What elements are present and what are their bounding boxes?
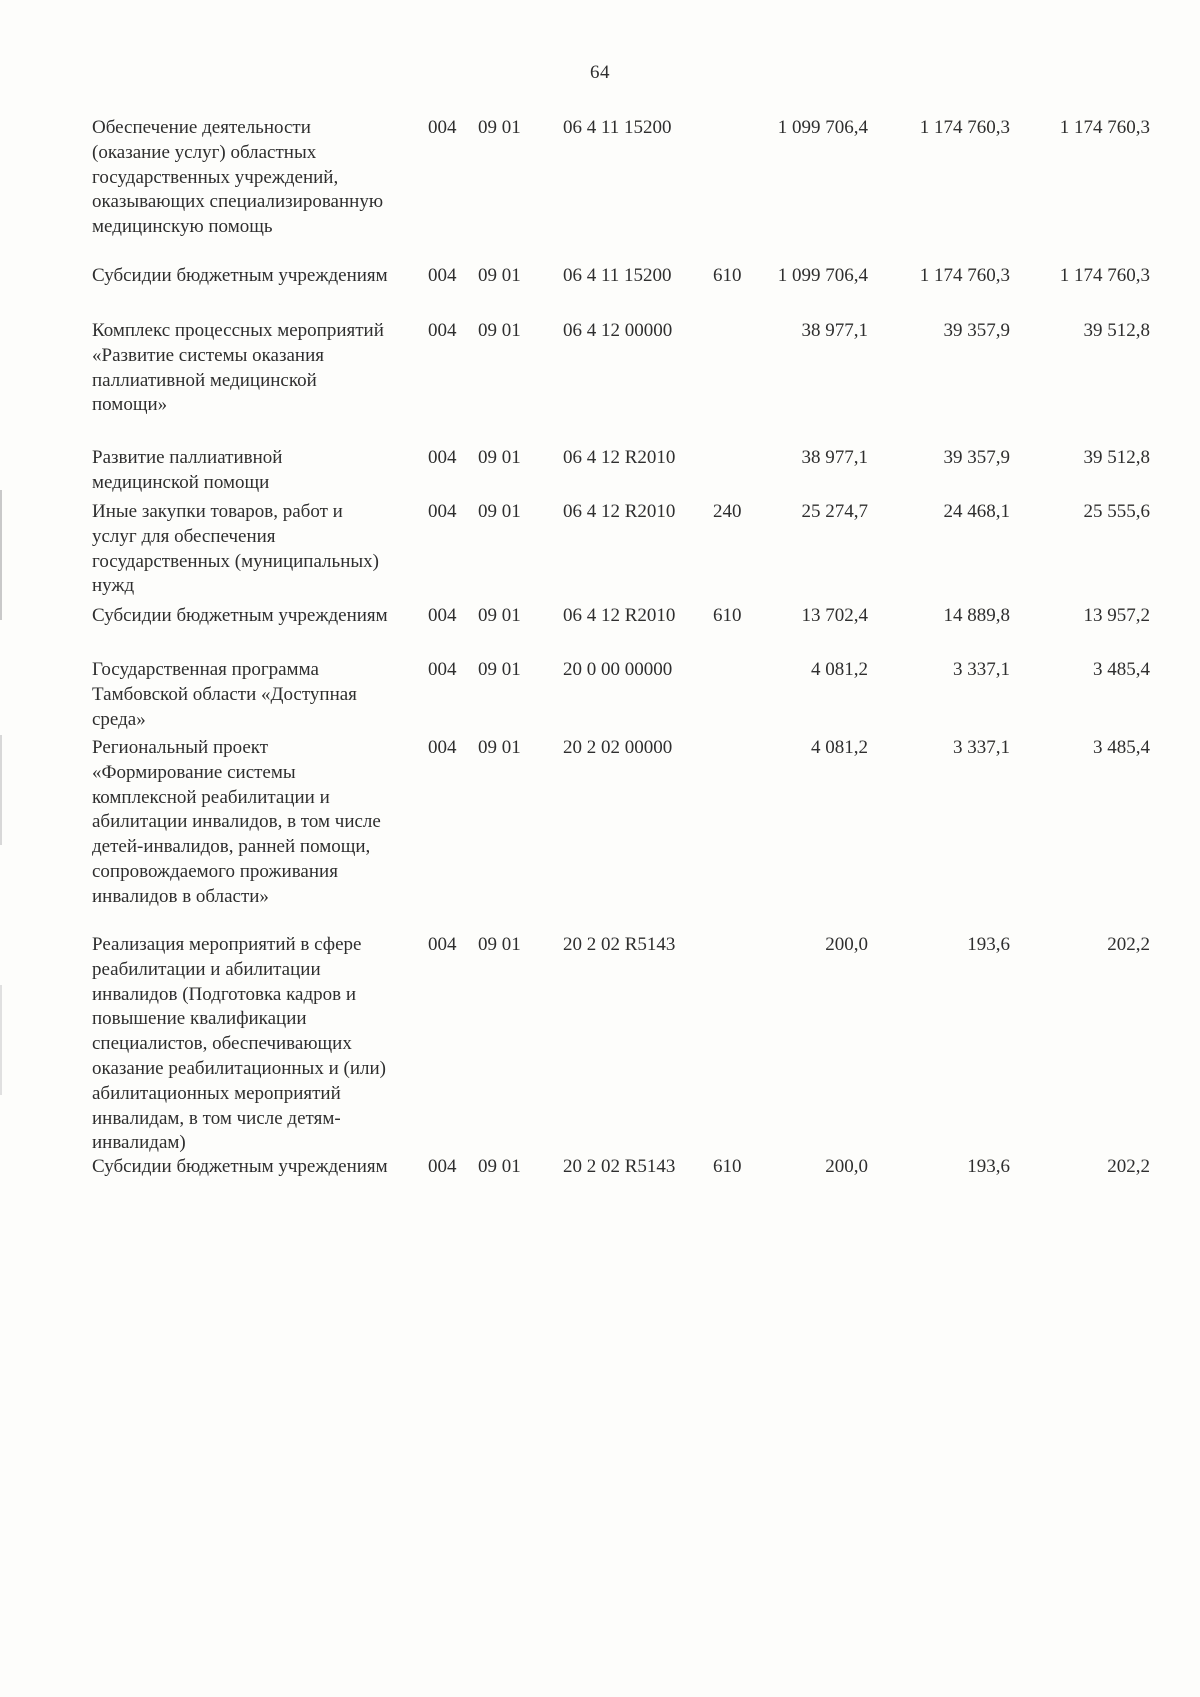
row-sum-year-3: 1 174 760,3 [1059,117,1150,138]
row-sum-year-1: 25 274,7 [801,501,868,522]
row-section-code: 09 01 [478,659,521,680]
row-target-code: 06 4 12 R2010 [563,447,676,468]
row-section-code: 09 01 [478,1156,521,1177]
row-section-code: 09 01 [478,501,521,522]
row-sum-year-1: 200,0 [825,934,868,955]
row-sum-year-1: 38 977,1 [801,447,868,468]
row-sum-year-3: 1 174 760,3 [1059,265,1150,286]
row-sum-year-2: 3 337,1 [953,659,1010,680]
row-ministry-code: 004 [428,501,457,522]
row-sum-year-2: 39 357,9 [943,447,1010,468]
row-target-code: 06 4 12 R2010 [563,501,676,522]
row-expense-type: 610 [713,265,742,286]
row-expense-type: 610 [713,605,742,626]
row-ministry-code: 004 [428,117,457,138]
row-section-code: 09 01 [478,737,521,758]
scan-edge-mark [0,985,2,1095]
row-sum-year-2: 14 889,8 [943,605,1010,626]
row-section-code: 09 01 [478,117,521,138]
row-name: Субсидии бюджетным учреждениям [92,265,388,286]
row-sum-year-2: 1 174 760,3 [919,265,1010,286]
row-ministry-code: 004 [428,934,457,955]
row-sum-year-3: 25 555,6 [1083,501,1150,522]
row-expense-type: 240 [713,501,742,522]
row-ministry-code: 004 [428,605,457,626]
row-sum-year-1: 13 702,4 [801,605,868,626]
row-target-code: 20 0 00 00000 [563,659,673,680]
row-ministry-code: 004 [428,265,457,286]
row-sum-year-1: 38 977,1 [801,320,868,341]
row-name: Развитие паллиативной медицинской помощи [92,447,283,493]
row-sum-year-2: 193,6 [967,1156,1010,1177]
row-sum-year-1: 1 099 706,4 [777,265,868,286]
row-sum-year-3: 39 512,8 [1083,320,1150,341]
row-target-code: 20 2 02 00000 [563,737,673,758]
row-section-code: 09 01 [478,320,521,341]
row-name: Комплекс процессных мероприятий «Развитие системы оказания паллиативной медицинской помощи» [92,320,384,416]
row-sum-year-1: 1 099 706,4 [777,117,868,138]
row-target-code: 06 4 12 R2010 [563,605,676,626]
row-ministry-code: 004 [428,737,457,758]
scan-edge-mark [0,735,2,845]
row-sum-year-1: 4 081,2 [811,737,868,758]
row-name: Субсидии бюджетным учреждениям [92,1156,388,1177]
row-name: Региональный проект «Формирование системы комплексной реабилитации и абилитации инвалидов, в том числе детей-инвалидов, ранней помощи, сопровождаемого проживания инвалидов в области» [92,737,381,907]
row-name: Субсидии бюджетным учреждениям [92,605,388,626]
page-number: 64 [590,62,610,83]
row-sum-year-2: 3 337,1 [953,737,1010,758]
row-ministry-code: 004 [428,659,457,680]
row-section-code: 09 01 [478,265,521,286]
row-name: Государственная программа Тамбовской области «Доступная среда» [92,659,357,730]
row-sum-year-2: 39 357,9 [943,320,1010,341]
row-sum-year-1: 4 081,2 [811,659,868,680]
row-ministry-code: 004 [428,447,457,468]
row-section-code: 09 01 [478,447,521,468]
row-sum-year-1: 200,0 [825,1156,868,1177]
row-name: Реализация мероприятий в сфере реабилитации и абилитации инвалидов (Подготовка кадров и повышение квалификации специалистов, обеспечивающих оказание реабилитационных и (или) абилитационных мероприятий инвалидам, в том числе детям-инвалидам) [92,934,386,1154]
row-ministry-code: 004 [428,320,457,341]
scan-edge-mark [0,490,2,620]
row-sum-year-3: 39 512,8 [1083,447,1150,468]
row-expense-type: 610 [713,1156,742,1177]
row-name: Обеспечение деятельности (оказание услуг) областных государственных учреждений, оказывающих специализированную медицинскую помощь [92,117,384,238]
row-sum-year-3: 3 485,4 [1093,659,1150,680]
row-section-code: 09 01 [478,934,521,955]
row-target-code: 20 2 02 R5143 [563,1156,676,1177]
row-sum-year-2: 193,6 [967,934,1010,955]
row-sum-year-2: 24 468,1 [943,501,1010,522]
row-ministry-code: 004 [428,1156,457,1177]
row-target-code: 06 4 12 00000 [563,320,673,341]
row-sum-year-3: 13 957,2 [1083,605,1150,626]
row-section-code: 09 01 [478,605,521,626]
row-target-code: 20 2 02 R5143 [563,934,676,955]
row-sum-year-3: 3 485,4 [1093,737,1150,758]
row-target-code: 06 4 11 15200 [563,117,672,138]
row-sum-year-3: 202,2 [1107,934,1150,955]
row-target-code: 06 4 11 15200 [563,265,672,286]
row-sum-year-2: 1 174 760,3 [919,117,1010,138]
row-sum-year-3: 202,2 [1107,1156,1150,1177]
row-name: Иные закупки товаров, работ и услуг для обеспечения государственных (муниципальных) нужд [92,501,379,597]
